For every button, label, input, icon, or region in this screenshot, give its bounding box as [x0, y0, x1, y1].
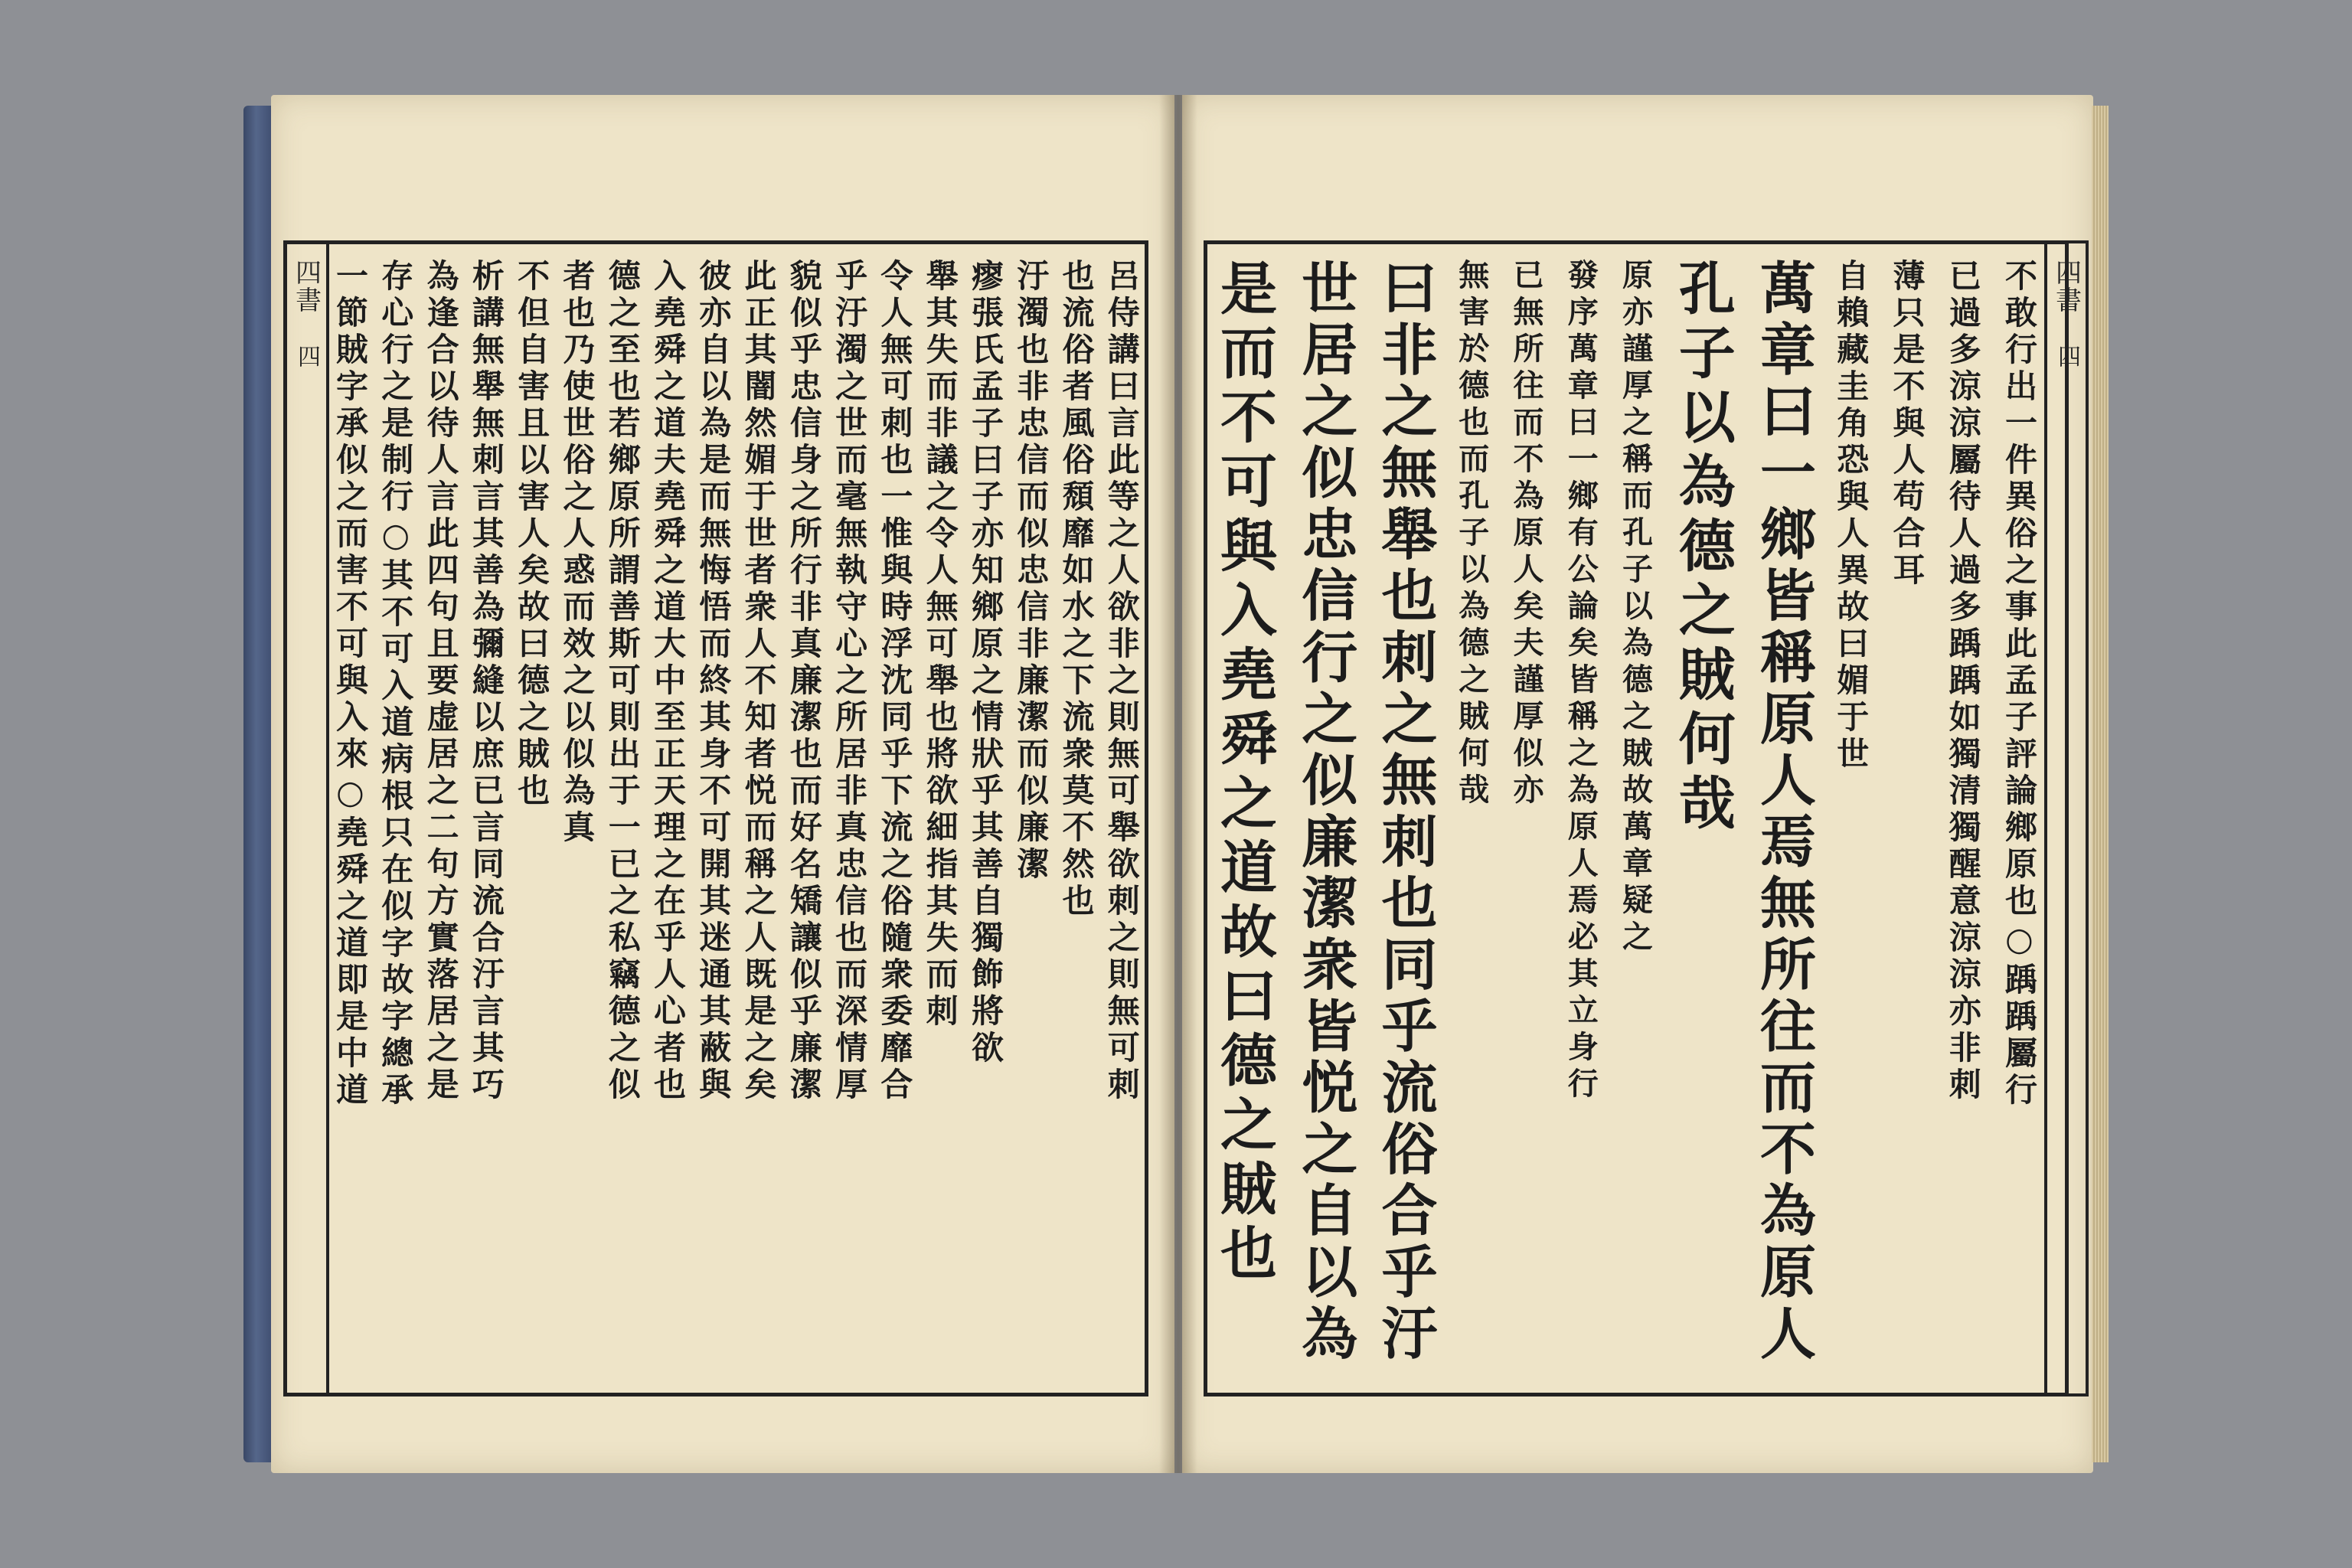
text-column: 存心行之是制行○其不可入道病根只在似字故字總承: [377, 259, 415, 1109]
text-column: 呂侍講曰言此等之人欲非之則無可舉欲刺之則無可刺: [1102, 259, 1141, 1104]
text-column: 析講無舉無刺言其善為彌縫以庶已言同流合汙言其巧: [467, 259, 505, 1104]
right-page-columns: [1211, 259, 2038, 1384]
main-text-column: 孔子以為德之賊何哉: [1669, 259, 1736, 838]
edge-note-column: 已過多涼涼屬待人過多踽踽如獨清獨醒意涼涼亦非刺: [1944, 259, 1982, 1104]
text-column: 不但自害且以害人矣故曰德之賊也: [513, 259, 551, 810]
commentary-column: 已無所往而不為原人矣夫謹厚似亦: [1508, 259, 1544, 810]
edge-note-column: 薄只是不與人苟合耳: [1888, 259, 1926, 590]
left-margin-number: 四: [293, 345, 320, 368]
book-gutter: [1159, 95, 1197, 1473]
answer-text-column: 世居之似忠信行之似廉潔衆皆悦之自以為: [1292, 259, 1358, 1366]
text-column: 汙濁也非忠信而似忠信非廉潔而似廉潔: [1012, 259, 1050, 884]
text-column: 為逢合以待人言此四句且要虚居之二句方實落居之是: [422, 259, 460, 1104]
commentary-column: 發序萬章曰一鄉有公論矣皆稱之為原人焉必其立身行: [1563, 259, 1599, 1104]
text-column: 德之至也若鄉原所謂善斯可則出于一已之私竊德之似: [603, 259, 642, 1104]
text-column: 者也乃使世俗之人惑而效之以似為真: [558, 259, 596, 847]
text-column: 此正其闇然媚于世者衆人不知者悦而稱之人既是之矣: [740, 259, 778, 1104]
answer-text-column: 是而不可與入堯舜之道故曰德之賊也: [1211, 259, 1277, 1288]
text-column: 一節賊字承似之而害不可與入來○堯舜之道即是中道: [332, 259, 369, 1109]
text-column: 貌似乎忠信身之所行非真廉潔也而好名矯讓似乎廉潔: [785, 259, 823, 1104]
text-column: 彼亦自以為是而無悔悟而終其身不可開其迷通其蔽與: [694, 259, 733, 1104]
open-book: [243, 95, 2109, 1473]
text-column: 乎汙濁之世而毫無執守心之所居非真忠信也而深情厚: [831, 259, 869, 1104]
right-margin-title: 四書: [2050, 259, 2082, 314]
commentary-column: 原亦謹厚之稱而孔子以為德之賊故萬章疑之: [1617, 259, 1654, 957]
text-column: 也流俗者風俗頹靡如水之下流衆莫不然也: [1057, 259, 1096, 920]
left-page-columns: [332, 259, 1141, 1384]
page-stack-edge: [2092, 106, 2109, 1462]
text-column: 入堯舜之道夫堯舜之道大中至正天理之在乎人心者也: [648, 259, 687, 1104]
right-margin-strip: [2044, 240, 2089, 1396]
left-margin-title: 四書: [290, 259, 322, 314]
answer-text-column: 曰非之無舉也刺之無刺也同乎流俗合乎汙: [1371, 259, 1438, 1366]
right-margin-number: 四: [2053, 345, 2080, 368]
text-column: 瘳張氏孟子曰子亦知鄉原之情狀乎其善自獨飾將欲: [966, 259, 1004, 1067]
edge-note-column: 自賴藏圭角恐與人異故曰媚于世: [1832, 259, 1870, 773]
text-column: 舉其失而非議之令人無可舉也將欲細指其失而刺: [921, 259, 959, 1031]
text-column: 令人無可刺也一惟與時浮沈同乎下流之俗隨衆委靡合: [876, 259, 914, 1104]
left-margin-strip: [283, 240, 329, 1396]
main-text-column: 萬章曰一鄉皆稱原人焉無所往而不為原人: [1750, 259, 1816, 1366]
commentary-column: 無害於德也而孔子以為德之賊何哉: [1453, 259, 1490, 810]
edge-note-column: 不敢行出一件異俗之事此孟子評論鄉原也○踽踽屬行: [2001, 259, 2038, 1109]
